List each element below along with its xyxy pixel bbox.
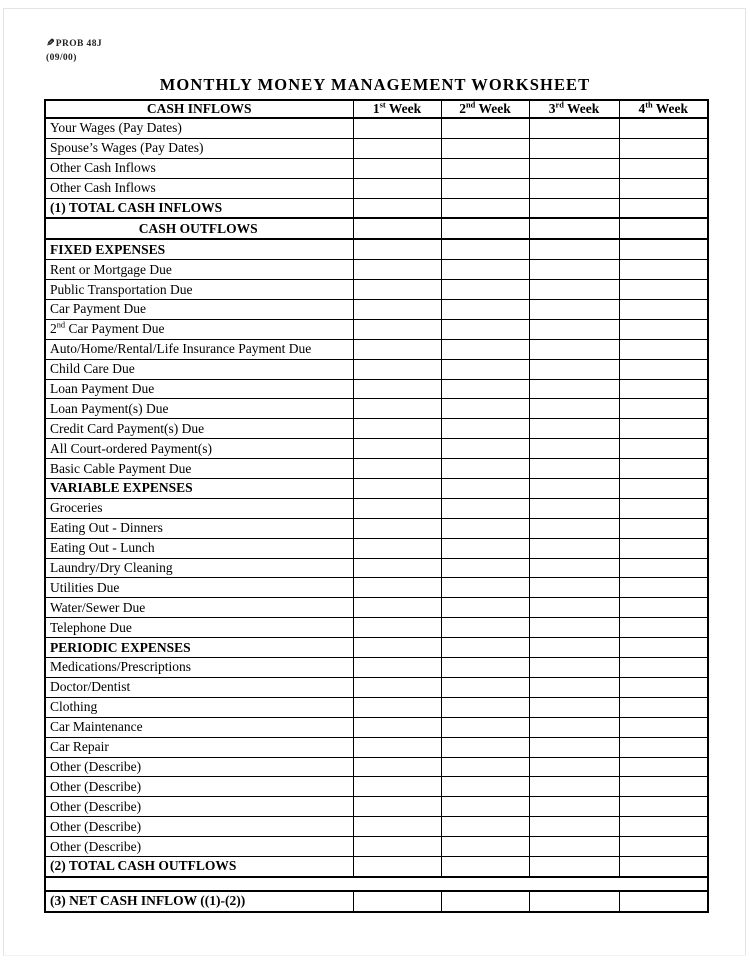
week-2-cell [441,518,529,538]
row-label: FIXED EXPENSES [45,239,353,259]
week-2-cell [441,158,529,178]
table-row [45,379,708,399]
week-2-cell [441,598,529,618]
week-2-cell [441,280,529,300]
page-title: MONTHLY MONEY MANAGEMENT WORKSHEET [159,75,591,94]
week-3-cell [529,339,619,359]
week-1-cell [353,837,441,857]
week-4-cell [619,658,708,678]
row-label: Public Transportation Due [45,280,353,300]
row-label: Basic Cable Payment Due [45,459,353,479]
row-label: Car Maintenance [45,717,353,737]
table-row [45,518,708,538]
spacer-row [45,877,708,891]
week-3-cell [529,479,619,499]
week-2-cell [441,198,529,218]
table-row [45,359,708,379]
week-1-cell [353,638,441,658]
col-header-cash-inflows: CASH INFLOWS [45,100,353,118]
row-label: Telephone Due [45,618,353,638]
week-2-cell [441,178,529,198]
week-1-cell [353,737,441,757]
week-2-cell [441,260,529,280]
row-label: Eating Out - Dinners [45,518,353,538]
week-3-cell [529,891,619,912]
week-2-cell [441,300,529,320]
row-label: Laundry/Dry Cleaning [45,558,353,578]
week-1-cell [353,538,441,558]
week-1-cell [353,359,441,379]
table-row [45,578,708,598]
row-label: All Court-ordered Payment(s) [45,439,353,459]
row-label: PERIODIC EXPENSES [45,638,353,658]
week-3-cell [529,856,619,876]
week-3-cell [529,178,619,198]
week-3-cell [529,777,619,797]
worksheet-table [44,99,709,913]
week-2-cell [441,658,529,678]
doc-code-line [46,37,102,52]
week-4-cell [619,618,708,638]
week-3-cell [529,439,619,459]
week-1-cell [353,218,441,239]
week-4-cell [619,439,708,459]
week-1-cell [353,891,441,912]
table-row [45,198,708,218]
table-row [45,218,708,239]
week-1-cell [353,399,441,419]
table-row [45,538,708,558]
row-label: Other (Describe) [45,837,353,857]
table-row [45,677,708,697]
col-header-week-2: 2nd Week [441,100,529,118]
table-row [45,797,708,817]
table-row [45,319,708,339]
week-1-cell [353,558,441,578]
table-row [45,479,708,499]
row-label: CASH OUTFLOWS [45,218,353,239]
table-row [45,280,708,300]
doc-code: PROB 48J [55,39,102,49]
week-3-cell [529,280,619,300]
week-4-cell [619,198,708,218]
week-1-cell [353,300,441,320]
week-3-cell [529,757,619,777]
col-header-week-4: 4th Week [619,100,708,118]
week-3-cell [529,658,619,678]
week-2-cell [441,218,529,239]
week-4-cell [619,856,708,876]
week-4-cell [619,260,708,280]
week-4-cell [619,178,708,198]
week-4-cell [619,118,708,138]
table-row [45,777,708,797]
week-1-cell [353,260,441,280]
week-3-cell [529,319,619,339]
week-3-cell [529,717,619,737]
week-2-cell [441,538,529,558]
week-3-cell [529,837,619,857]
row-label: Credit Card Payment(s) Due [45,419,353,439]
table-row [45,439,708,459]
table-row [45,300,708,320]
row-label: Medications/Prescriptions [45,658,353,678]
row-label: (2) TOTAL CASH OUTFLOWS [45,856,353,876]
week-3-cell [529,260,619,280]
table-row [45,138,708,158]
week-2-cell [441,677,529,697]
week-2-cell [441,459,529,479]
table-row [45,178,708,198]
week-1-cell [353,677,441,697]
week-1-cell [353,239,441,259]
week-2-cell [441,737,529,757]
row-label: Loan Payment Due [45,379,353,399]
week-2-cell [441,479,529,499]
week-3-cell [529,797,619,817]
week-2-cell [441,558,529,578]
table-row [45,239,708,259]
week-2-cell [441,339,529,359]
week-2-cell [441,239,529,259]
week-4-cell [619,558,708,578]
row-label: Other Cash Inflows [45,178,353,198]
week-4-cell [619,578,708,598]
table-row [45,856,708,876]
week-4-cell [619,777,708,797]
week-2-cell [441,837,529,857]
week-4-cell [619,479,708,499]
week-3-cell [529,498,619,518]
week-1-cell [353,697,441,717]
table-row [45,618,708,638]
week-1-cell [353,198,441,218]
week-4-cell [619,239,708,259]
week-1-cell [353,797,441,817]
row-label: Spouse’s Wages (Pay Dates) [45,138,353,158]
week-2-cell [441,618,529,638]
week-4-cell [619,638,708,658]
table-row [45,817,708,837]
week-2-cell [441,319,529,339]
row-label: Doctor/Dentist [45,677,353,697]
week-4-cell [619,379,708,399]
week-2-cell [441,379,529,399]
week-3-cell [529,118,619,138]
week-3-cell [529,638,619,658]
week-4-cell [619,518,708,538]
week-1-cell [353,598,441,618]
week-3-cell [529,538,619,558]
week-2-cell [441,399,529,419]
week-4-cell [619,677,708,697]
week-2-cell [441,118,529,138]
row-label: Child Care Due [45,359,353,379]
week-2-cell [441,359,529,379]
week-3-cell [529,158,619,178]
week-2-cell [441,498,529,518]
week-4-cell [619,300,708,320]
week-4-cell [619,280,708,300]
week-1-cell [353,658,441,678]
week-3-cell [529,138,619,158]
row-label: Other Cash Inflows [45,158,353,178]
week-2-cell [441,578,529,598]
week-3-cell [529,218,619,239]
spacer-cell [45,877,708,891]
row-label: Groceries [45,498,353,518]
week-1-cell [353,118,441,138]
row-label: Clothing [45,697,353,717]
table-row [45,757,708,777]
row-label: Your Wages (Pay Dates) [45,118,353,138]
week-3-cell [529,618,619,638]
week-2-cell [441,697,529,717]
row-label: Other (Describe) [45,757,353,777]
col-header-week-1: 1st Week [353,100,441,118]
pencil-icon: ✎ [46,38,55,49]
week-3-cell [529,518,619,538]
week-1-cell [353,178,441,198]
week-3-cell [529,300,619,320]
row-label: Car Payment Due [45,300,353,320]
week-1-cell [353,856,441,876]
week-1-cell [353,618,441,638]
week-3-cell [529,578,619,598]
table-row [45,737,708,757]
week-3-cell [529,198,619,218]
table-row [45,638,708,658]
week-1-cell [353,479,441,499]
week-3-cell [529,677,619,697]
week-1-cell [353,138,441,158]
week-3-cell [529,558,619,578]
week-4-cell [619,757,708,777]
table-row [45,459,708,479]
week-3-cell [529,399,619,419]
table-row [45,558,708,578]
week-1-cell [353,280,441,300]
week-4-cell [619,837,708,857]
week-2-cell [441,757,529,777]
row-label: Water/Sewer Due [45,598,353,618]
week-3-cell [529,419,619,439]
week-4-cell [619,498,708,518]
week-4-cell [619,598,708,618]
doc-date: (09/00) [46,52,77,63]
table-row [45,118,708,138]
row-label: (1) TOTAL CASH INFLOWS [45,198,353,218]
table-row [45,697,708,717]
week-2-cell [441,419,529,439]
week-4-cell [619,158,708,178]
week-4-cell [619,138,708,158]
week-4-cell [619,399,708,419]
table-row [45,891,708,912]
table-row [45,158,708,178]
table-row [45,837,708,857]
week-4-cell [619,538,708,558]
week-1-cell [353,339,441,359]
table-row [45,399,708,419]
row-label: Rent or Mortgage Due [45,260,353,280]
week-3-cell [529,737,619,757]
week-2-cell [441,638,529,658]
week-4-cell [619,797,708,817]
week-4-cell [619,891,708,912]
week-1-cell [353,379,441,399]
row-label: Car Repair [45,737,353,757]
week-4-cell [619,737,708,757]
table-row [45,419,708,439]
week-3-cell [529,817,619,837]
table-row [45,260,708,280]
week-2-cell [441,891,529,912]
row-label: (3) NET CASH INFLOW ((1)-(2)) [45,891,353,912]
row-label: Loan Payment(s) Due [45,399,353,419]
row-label: Other (Describe) [45,817,353,837]
week-4-cell [619,359,708,379]
week-4-cell [619,817,708,837]
row-label: Other (Describe) [45,797,353,817]
week-3-cell [529,697,619,717]
week-4-cell [619,717,708,737]
week-3-cell [529,359,619,379]
week-4-cell [619,319,708,339]
row-label: VARIABLE EXPENSES [45,479,353,499]
doc-code-block [46,37,102,65]
week-1-cell [353,757,441,777]
week-2-cell [441,856,529,876]
row-label: 2nd Car Payment Due [45,319,353,339]
row-label: Utilities Due [45,578,353,598]
row-label: Other (Describe) [45,777,353,797]
week-1-cell [353,777,441,797]
row-label: Eating Out - Lunch [45,538,353,558]
table-row [45,717,708,737]
week-3-cell [529,598,619,618]
row-label: Auto/Home/Rental/Life Insurance Payment Due [45,339,353,359]
col-header-week-3: 3rd Week [529,100,619,118]
week-4-cell [619,697,708,717]
week-1-cell [353,158,441,178]
week-4-cell [619,218,708,239]
week-2-cell [441,717,529,737]
week-2-cell [441,797,529,817]
week-1-cell [353,419,441,439]
week-3-cell [529,239,619,259]
table-row [45,658,708,678]
table-row [45,498,708,518]
week-2-cell [441,777,529,797]
header-row [45,100,708,118]
table-row [45,598,708,618]
week-1-cell [353,319,441,339]
week-2-cell [441,817,529,837]
week-1-cell [353,498,441,518]
week-1-cell [353,578,441,598]
week-1-cell [353,518,441,538]
table-row [45,339,708,359]
week-4-cell [619,459,708,479]
week-4-cell [619,339,708,359]
week-1-cell [353,439,441,459]
week-2-cell [441,439,529,459]
week-3-cell [529,459,619,479]
week-3-cell [529,379,619,399]
week-1-cell [353,817,441,837]
week-4-cell [619,419,708,439]
week-1-cell [353,717,441,737]
week-2-cell [441,138,529,158]
week-1-cell [353,459,441,479]
